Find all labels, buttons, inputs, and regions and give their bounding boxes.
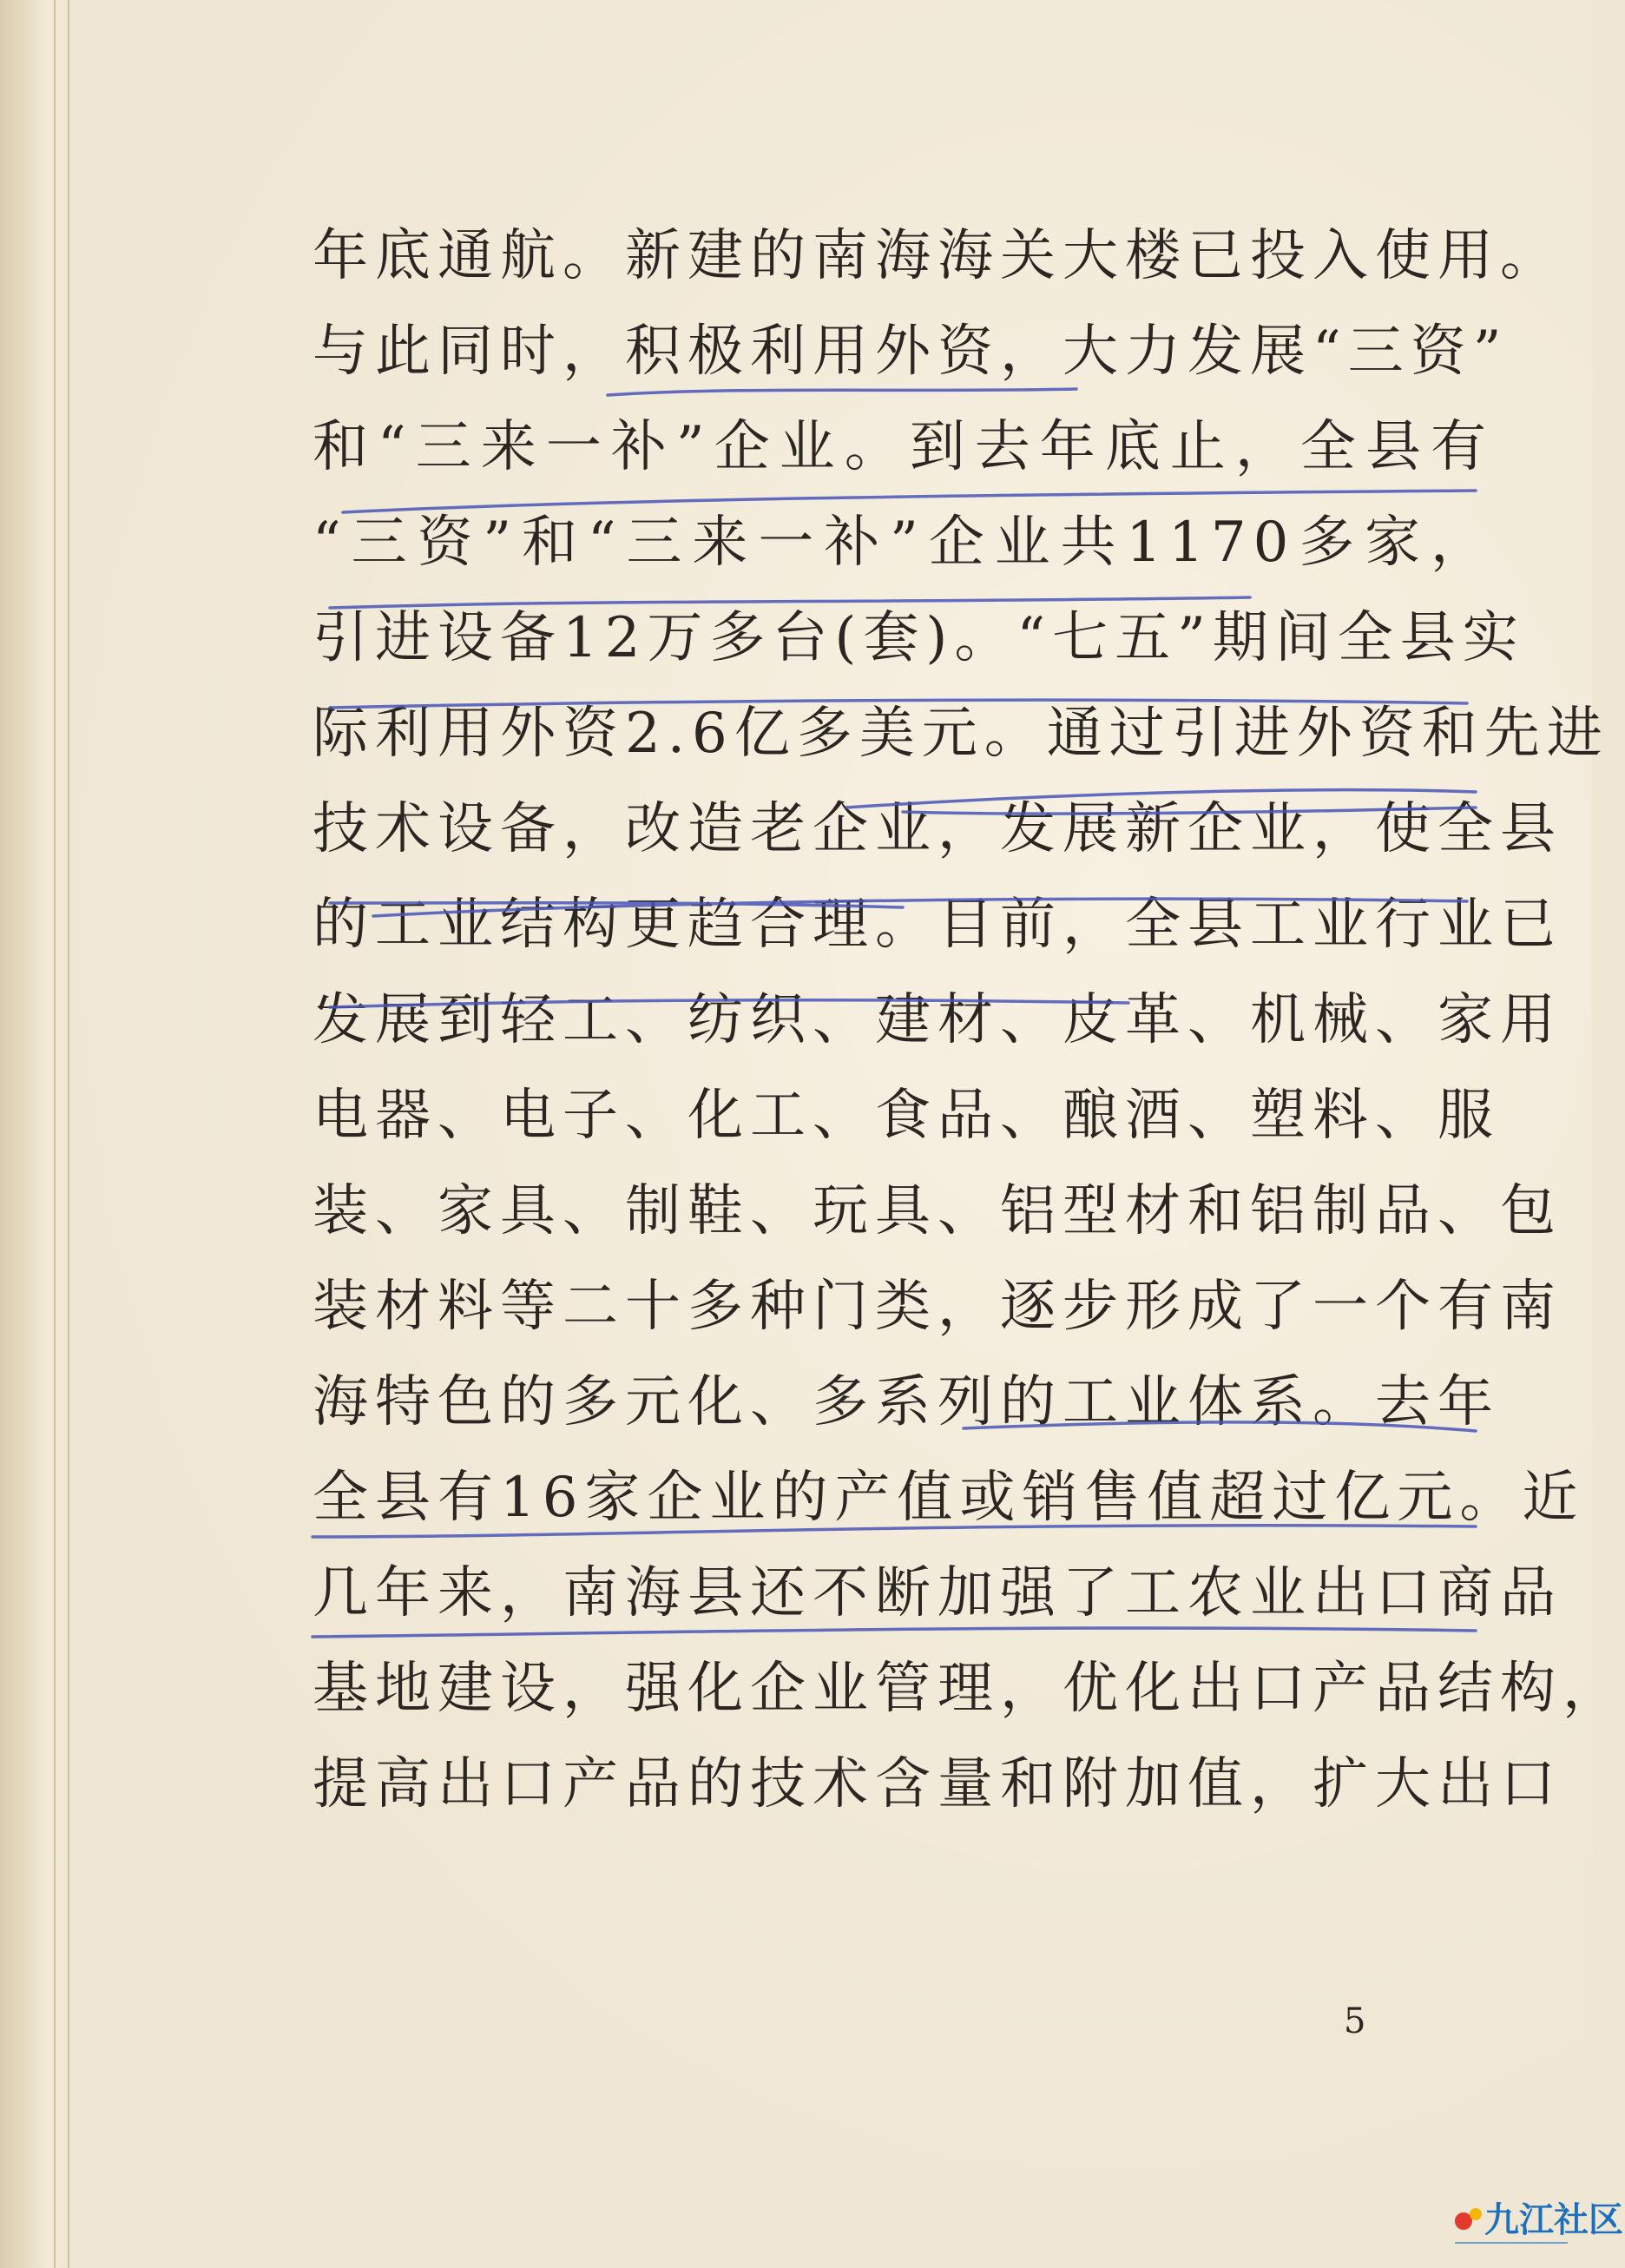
page-number: 5	[1344, 2001, 1366, 2041]
text-line: 电器、电子、化工、食品、酿酒、塑料、服	[312, 1084, 1500, 1148]
binding-shadow	[0, 0, 69, 2268]
text-line: 基地建设，强化企业管理，优化出口产品结构，	[312, 1657, 1625, 1721]
text-line: 际利用外资2.6亿多美元。通过引进外资和先进	[312, 702, 1609, 766]
watermark-text: 九江社区	[1484, 2200, 1623, 2240]
text-line: 几年来，南海县还不断加强了工农业出口商品	[312, 1561, 1562, 1625]
text-line: 技术设备，改造老企业，发展新企业，使全县	[312, 797, 1562, 861]
text-line: 装材料等二十多种门类，逐步形成了一个有南	[312, 1275, 1562, 1339]
body-text	[312, 208, 1625, 1832]
text-line: 装、家具、制鞋、玩具、铝型材和铝制品、包	[312, 1179, 1562, 1243]
text-line: 海特色的多元化、多系列的工业体系。去年	[312, 1370, 1500, 1434]
page-edge	[68, 0, 69, 2268]
text-line: 年底通航。新建的南海海关大楼已投入使用。	[312, 224, 1562, 288]
text-line: 的工业结构更趋合理。目前，全县工业行业已	[312, 893, 1562, 957]
text-line: 提高出口产品的技术含量和附加值，扩大出口	[312, 1752, 1562, 1816]
site-watermark-logo	[1446, 2188, 1623, 2258]
text-line: 发展到轻工、纺织、建材、皮革、机械、家用	[312, 988, 1562, 1052]
page-edge	[54, 0, 56, 2268]
text-line: 引进设备12万多台(套)。“七五”期间全县实	[312, 606, 1525, 670]
text-line: 与此同时，积极利用外资，大力发展“三资”	[312, 320, 1509, 384]
text-line: “三资”和“三来一补”企业共1170多家，	[312, 511, 1493, 575]
text-line: 全县有16家企业的产值或销售值超过亿元。近	[312, 1466, 1585, 1530]
text-line: 和“三来一补”企业。到去年底止，全县有	[312, 415, 1493, 479]
